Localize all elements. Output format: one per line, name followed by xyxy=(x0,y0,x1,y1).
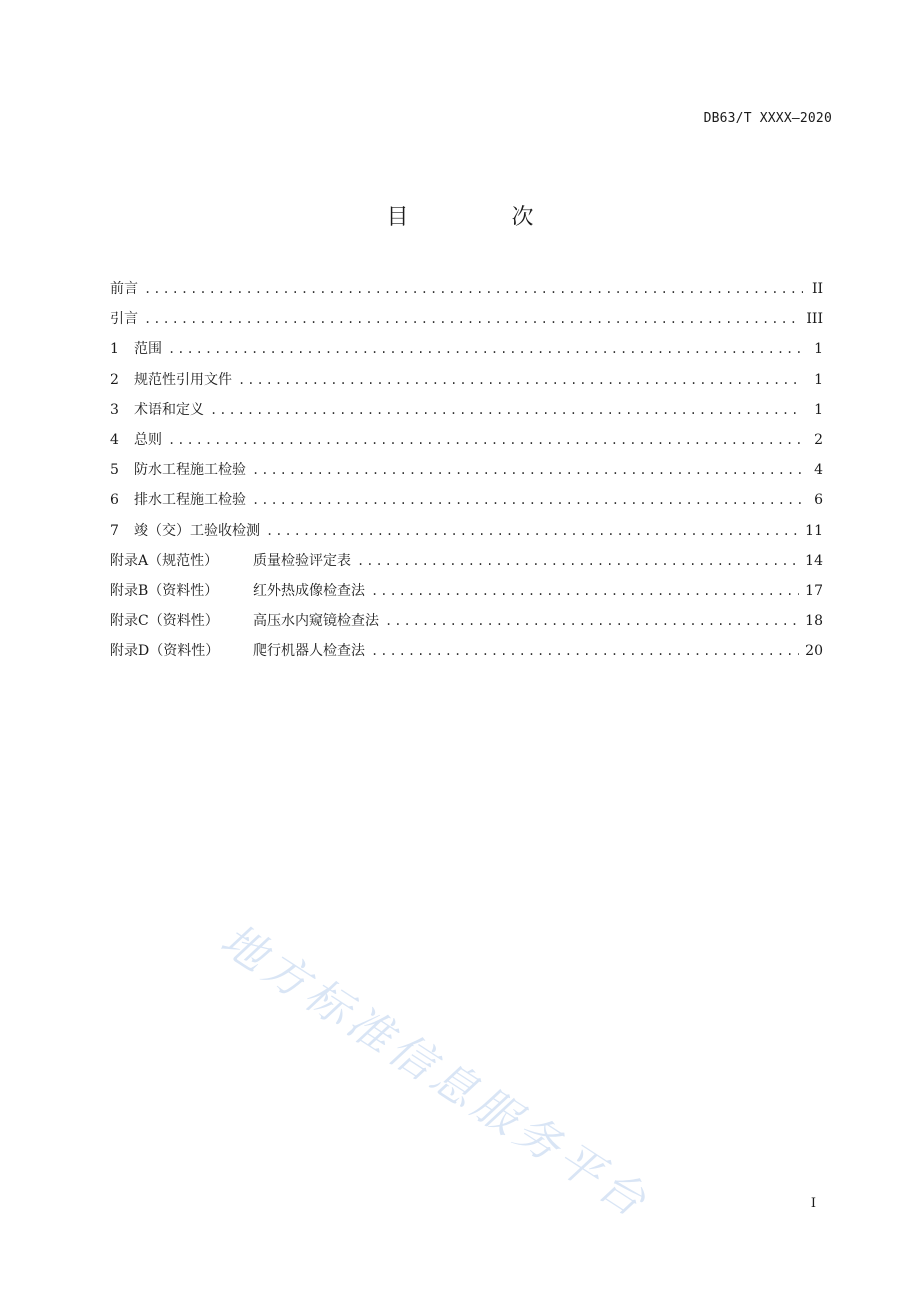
toc-leader-dots xyxy=(238,370,803,390)
toc-entry-title: 竣（交）工验收检测 xyxy=(134,522,260,539)
page-number: I xyxy=(810,1196,816,1211)
toc-entry-title: 范围 xyxy=(134,341,162,358)
toc-entry[interactable] xyxy=(110,370,823,400)
toc-entry-title: 总则 xyxy=(134,431,162,448)
toc-entry-page: 4 xyxy=(814,462,823,479)
toc-entry[interactable] xyxy=(110,400,823,430)
watermark: 地方标准信息服务平台 xyxy=(211,914,659,1230)
toc-entry-title: 高压水内窥镜检查法 xyxy=(253,613,379,630)
toc-leader-dots xyxy=(144,279,803,299)
toc-leader-dots xyxy=(144,309,800,329)
toc-entry-title: 爬行机器人检查法 xyxy=(253,643,365,660)
toc-entry[interactable] xyxy=(110,279,823,309)
toc-entry-page: III xyxy=(806,311,823,328)
toc-heading: 目 次 xyxy=(386,205,582,230)
toc-entry-page: 14 xyxy=(805,552,823,569)
toc-leader-dots xyxy=(168,430,803,450)
toc-entry-page: 18 xyxy=(805,613,823,630)
toc-entry-title: 术语和定义 xyxy=(134,401,204,418)
toc-entry[interactable] xyxy=(110,430,823,460)
toc-entry-number: 4 xyxy=(110,431,119,448)
toc-entry-page: 6 xyxy=(814,492,823,509)
toc-entry-page: 2 xyxy=(814,431,823,448)
toc-leader-dots xyxy=(385,611,799,631)
toc-leader-dots xyxy=(252,460,803,480)
toc-entry-number: 2 xyxy=(110,371,119,388)
toc-entry-page: 1 xyxy=(814,401,823,418)
toc-entry-page: 1 xyxy=(814,341,823,358)
toc-entry-title: 红外热成像检查法 xyxy=(253,582,365,599)
toc-entry-title: 防水工程施工检验 xyxy=(134,462,246,479)
toc-entry-number: 7 xyxy=(110,522,119,539)
toc-entry-number: 附录D（资料性） xyxy=(110,643,220,660)
toc-leader-dots xyxy=(210,400,803,420)
toc-entry-number: 附录C（资料性） xyxy=(110,613,219,630)
toc-leader-dots xyxy=(266,521,799,541)
document-code: DB63/T XXXX—2020 xyxy=(703,111,832,126)
toc-entry-title: 质量检验评定表 xyxy=(253,552,351,569)
toc-entry-page: 17 xyxy=(805,582,823,599)
toc-entry-number: 1 xyxy=(110,341,119,358)
toc-entry[interactable] xyxy=(110,521,823,551)
toc-entry-title: 规范性引用文件 xyxy=(134,371,232,388)
toc-leader-dots xyxy=(371,581,799,601)
toc-entry-page: 20 xyxy=(805,643,823,660)
toc-leader-dots xyxy=(371,641,799,661)
toc-entry-page: 11 xyxy=(805,522,823,539)
toc-entry-number: 6 xyxy=(110,492,119,509)
toc-leader-dots xyxy=(168,339,803,359)
toc-entry[interactable] xyxy=(110,490,823,520)
toc-leader-dots xyxy=(252,490,803,510)
toc-entry-number: 附录A（规范性） xyxy=(110,552,219,569)
toc-entry-page: 1 xyxy=(814,371,823,388)
toc-entry[interactable] xyxy=(110,641,823,671)
toc-entry[interactable] xyxy=(110,309,823,339)
toc-entry-title: 引言 xyxy=(110,311,138,328)
toc-entry[interactable] xyxy=(110,611,823,641)
toc-entry[interactable] xyxy=(110,460,823,490)
toc-entry[interactable] xyxy=(110,581,823,611)
toc-entry-number: 5 xyxy=(110,462,119,479)
table-of-contents xyxy=(110,279,823,671)
toc-entry[interactable] xyxy=(110,551,823,581)
toc-entry-number: 3 xyxy=(110,401,119,418)
toc-entry-title: 前言 xyxy=(110,281,138,297)
toc-entry-number: 附录B（资料性） xyxy=(110,582,219,599)
toc-leader-dots xyxy=(357,551,799,571)
toc-entry[interactable] xyxy=(110,339,823,369)
toc-entry-title: 排水工程施工检验 xyxy=(134,492,246,509)
toc-entry-page: II xyxy=(811,281,823,297)
